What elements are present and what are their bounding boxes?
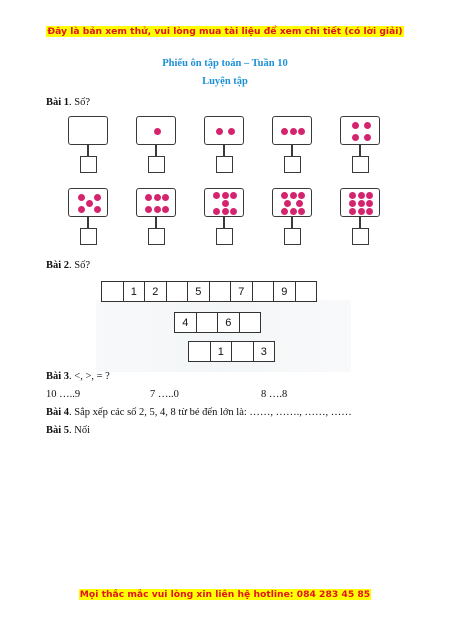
dice-dot xyxy=(366,192,373,199)
dice-dot xyxy=(281,208,288,215)
dice-dot xyxy=(290,208,297,215)
sequence-blank-cell[interactable] xyxy=(231,341,254,362)
dice-dot xyxy=(230,208,237,215)
sequence-number-cell: 4 xyxy=(174,312,197,333)
dice-face-1 xyxy=(136,116,176,145)
dice-dot xyxy=(298,192,305,199)
dice-dot xyxy=(94,194,101,201)
sequence-blank-cell[interactable] xyxy=(101,281,124,302)
dice-connector-line xyxy=(359,217,360,228)
dice-dot xyxy=(358,192,365,199)
dice-dot xyxy=(154,206,161,213)
dice-dot xyxy=(222,200,229,207)
dice-face-8 xyxy=(272,188,312,217)
sequence-blank-cell[interactable] xyxy=(295,281,318,302)
dice-dot xyxy=(298,208,305,215)
dice-dot xyxy=(154,194,161,201)
dice-dot xyxy=(284,200,291,207)
dice-answer-box[interactable] xyxy=(216,156,233,173)
sequence-blank-cell[interactable] xyxy=(239,312,262,333)
sequence-blank-cell[interactable] xyxy=(209,281,232,302)
dice-connector-line xyxy=(291,217,292,228)
dice-answer-box[interactable] xyxy=(148,228,165,245)
sequence-blank-cell[interactable] xyxy=(196,312,219,333)
compare-item-3: 8 ….8 xyxy=(261,389,288,400)
sequence-number-cell: 1 xyxy=(123,281,146,302)
dice-dot xyxy=(86,200,93,207)
dice-face-5 xyxy=(68,188,108,217)
dice-dot xyxy=(290,128,297,135)
dice-connector-line xyxy=(291,145,292,156)
dice-connector-line xyxy=(155,145,156,156)
sequence-number-cell: 2 xyxy=(144,281,167,302)
dice-dot xyxy=(298,128,305,135)
sequence-blank-cell[interactable] xyxy=(166,281,189,302)
dice-face-3 xyxy=(272,116,312,145)
exercise-5-heading: Bài 5. Nối xyxy=(46,425,91,436)
dice-connector-line xyxy=(87,145,88,156)
dice-dot xyxy=(364,122,371,129)
hotline-banner: Mọi thắc mắc vui lòng xin liên hệ hotline: 084 283 45 85 xyxy=(79,589,371,600)
dice-dot xyxy=(78,194,85,201)
dice-answer-box[interactable] xyxy=(80,156,97,173)
dice-dot xyxy=(358,208,365,215)
dice-dot xyxy=(366,200,373,207)
dice-dot xyxy=(296,200,303,207)
dice-dot xyxy=(358,200,365,207)
dice-dot xyxy=(228,128,235,135)
dice-connector-line xyxy=(359,145,360,156)
dice-face-9 xyxy=(340,188,380,217)
dice-dot xyxy=(145,206,152,213)
dice-answer-box[interactable] xyxy=(352,156,369,173)
number-sequence-row-3 xyxy=(188,341,275,362)
dice-dot xyxy=(349,192,356,199)
dice-answer-box[interactable] xyxy=(352,228,369,245)
sequence-blank-cell[interactable] xyxy=(252,281,275,302)
dice-answer-box[interactable] xyxy=(284,156,301,173)
exercise-1-heading: Bài 1. Số? xyxy=(46,97,91,108)
dice-dot xyxy=(366,208,373,215)
preview-notice-banner: Đây là bản xem thử, vui lòng mua tài liệu để xem chi tiết (có lời giải) xyxy=(47,26,403,37)
dice-answer-box[interactable] xyxy=(284,228,301,245)
dice-face-6 xyxy=(136,188,176,217)
sequence-number-cell: 5 xyxy=(187,281,210,302)
dice-dot xyxy=(230,192,237,199)
exercise-3-heading: Bài 3. <, >, = ? xyxy=(46,371,110,382)
dice-dot xyxy=(349,200,356,207)
dice-face-0 xyxy=(68,116,108,145)
dice-dot xyxy=(352,122,359,129)
dice-dot xyxy=(222,208,229,215)
dice-dot xyxy=(364,134,371,141)
sequence-blank-cell[interactable] xyxy=(188,341,211,362)
number-sequence-row-1 xyxy=(101,281,317,302)
dice-dot xyxy=(281,192,288,199)
dice-dot xyxy=(222,192,229,199)
dice-dot xyxy=(290,192,297,199)
dice-connector-line xyxy=(87,217,88,228)
worksheet-title: Phiếu ôn tập toán – Tuần 10 xyxy=(162,58,288,69)
dice-dot xyxy=(349,208,356,215)
dice-answer-box[interactable] xyxy=(80,228,97,245)
dice-dot xyxy=(352,134,359,141)
dice-dot xyxy=(145,194,152,201)
sequence-number-cell: 3 xyxy=(253,341,276,362)
dice-dot xyxy=(154,128,161,135)
exercise-2-heading: Bài 2. Số? xyxy=(46,260,91,271)
sequence-number-cell: 7 xyxy=(230,281,253,302)
sequence-number-cell: 1 xyxy=(210,341,233,362)
dice-dot xyxy=(162,194,169,201)
sequence-number-cell: 9 xyxy=(273,281,296,302)
dice-dot xyxy=(94,206,101,213)
dice-answer-box[interactable] xyxy=(148,156,165,173)
dice-face-2 xyxy=(204,116,244,145)
dice-dot xyxy=(213,192,220,199)
dice-dot xyxy=(213,208,220,215)
dice-dot xyxy=(216,128,223,135)
exercise-4-heading: Bài 4. Sắp xếp các số 2, 5, 4, 8 từ bé đến lớn là: ……, ……., ……, …… xyxy=(46,407,352,418)
worksheet-subtitle: Luyện tập xyxy=(202,76,248,87)
dice-dot xyxy=(162,206,169,213)
dice-connector-line xyxy=(223,217,224,228)
dice-connector-line xyxy=(155,217,156,228)
number-sequence-row-2 xyxy=(174,312,261,333)
dice-dot xyxy=(78,206,85,213)
dice-face-4 xyxy=(340,116,380,145)
compare-item-2: 7 …..0 xyxy=(150,389,179,400)
dice-answer-box[interactable] xyxy=(216,228,233,245)
sequence-number-cell: 6 xyxy=(217,312,240,333)
compare-item-1: 10 …..9 xyxy=(46,389,81,400)
dice-dot xyxy=(281,128,288,135)
dice-face-7 xyxy=(204,188,244,217)
dice-connector-line xyxy=(223,145,224,156)
